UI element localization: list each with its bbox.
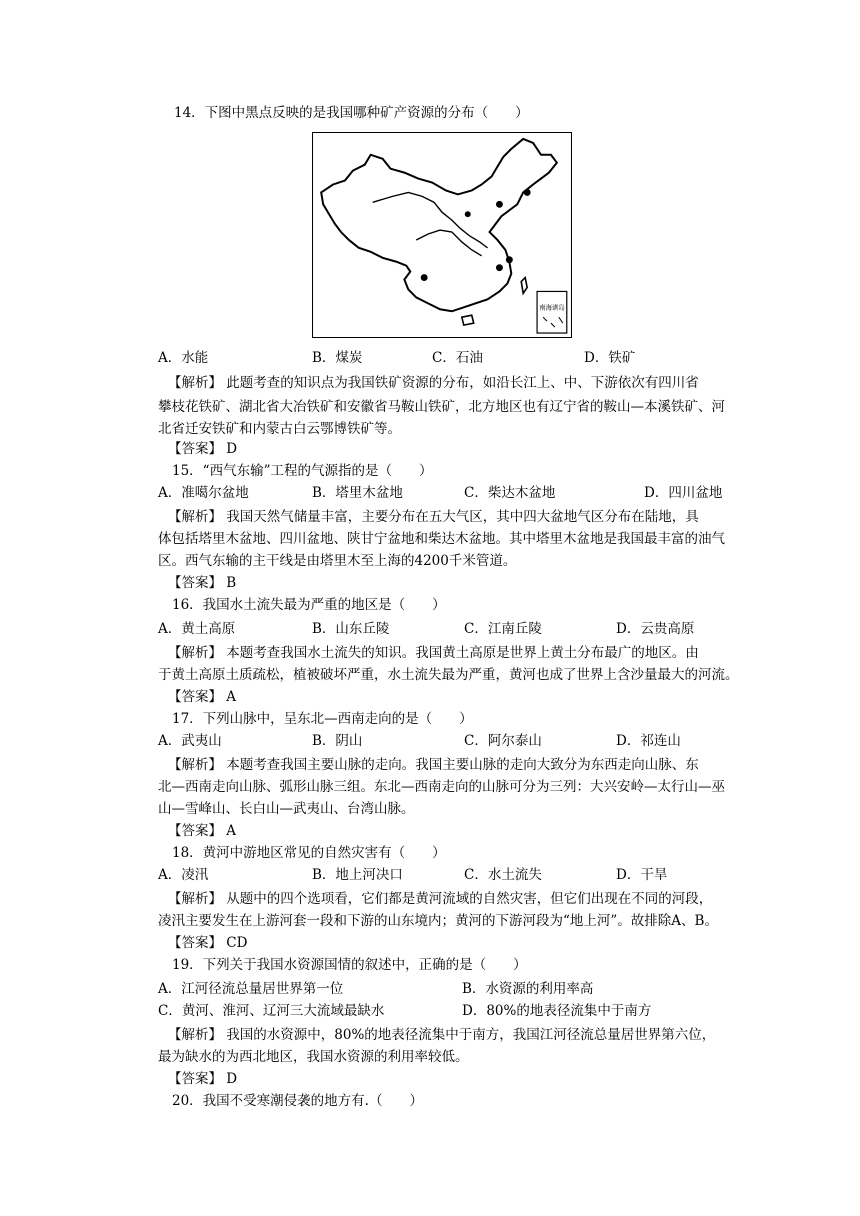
q19-option-d: D．80%的地表径流集中于南方 xyxy=(462,1003,652,1019)
q18-option-d: D．干旱 xyxy=(616,867,668,883)
question-17-stem: 17．下列山脉中，呈东北—西南走向的是（ ） xyxy=(172,711,473,727)
question-20-stem: 20．我国不受寒潮侵袭的地方有.（ ） xyxy=(172,1093,423,1109)
iron-ore-dot xyxy=(496,264,503,271)
q16-option-a: A．黄土高原 xyxy=(158,621,236,637)
q14-analysis-line: 【解析】 此题考查的知识点为我国铁矿资源的分布，如沿长江上、中、下游依次有四川省 xyxy=(168,375,699,391)
q18-option-b: B．地上河决口 xyxy=(312,867,403,883)
china-outline-map xyxy=(313,133,571,337)
hainan-island xyxy=(462,315,474,325)
q16-option-c: C．江南丘陵 xyxy=(464,621,542,637)
q18-option-a: A．凌汛 xyxy=(158,867,209,883)
q15-analysis-line: 区。西气东输的主干线是由塔里木至上海的4200千米管道。 xyxy=(158,553,517,569)
q16-option-d: D．云贵高原 xyxy=(616,621,695,637)
q16-analysis-line: 【解析】 本题考查我国水土流失的知识。我国黄土高原是世界上黄土分布最广的地区。由 xyxy=(168,645,699,661)
q14-option-d: D．铁矿 xyxy=(584,350,636,366)
question-14-stem: 14．下图中黑点反映的是我国哪种矿产资源的分布（ ） xyxy=(174,105,529,121)
q15-analysis-line: 【解析】 我国天然气储量丰富，主要分布在五大气区，其中四大盆地气区分布在陆地，具 xyxy=(168,509,699,525)
q17-analysis-line: 北—西南走向山脉、弧形山脉三组。东北—西南走向的山脉可分为三列：大兴安岭—太行山—巫 xyxy=(158,779,725,795)
q17-option-b: B．阴山 xyxy=(312,733,363,749)
q19-answer: 【答案】 D xyxy=(168,1071,238,1087)
iron-ore-dot xyxy=(524,189,531,196)
q15-analysis-line: 体包括塔里木盆地、四川盆地、陕甘宁盆地和柴达木盆地。其中塔里木盆地是我国最丰富的油气 xyxy=(158,531,725,547)
q16-option-b: B．山东丘陵 xyxy=(312,621,390,637)
china-mineral-map xyxy=(312,132,572,338)
q14-option-b: B．煤炭 xyxy=(312,350,363,366)
q19-option-c: C．黄河、淮河、辽河三大流域最缺水 xyxy=(158,1003,385,1019)
inner-boundary-1 xyxy=(373,192,488,247)
q15-option-b: B．塔里木盆地 xyxy=(312,485,403,501)
q18-analysis-line: 【解析】 从题中的四个选项看，它们都是黄河流域的自然灾害，但它们出现在不同的河段， xyxy=(168,891,713,907)
q14-analysis-line: 北省迁安铁矿和内蒙古白云鄂博铁矿等。 xyxy=(158,421,401,437)
q14-answer: 【答案】 D xyxy=(168,441,238,457)
question-15-stem: 15．“西气东输”工程的气源指的是（ ） xyxy=(172,463,433,479)
q15-option-a: A．准噶尔盆地 xyxy=(158,485,249,501)
q17-option-a: A．武夷山 xyxy=(158,733,222,749)
q19-analysis-line: 【解析】 我国的水资源中，80%的地表径流集中于南方，我国江河径流总量居世界第六位， xyxy=(168,1027,716,1043)
south-sea-inset-frame xyxy=(537,291,567,333)
inner-boundary-2 xyxy=(416,230,481,256)
q18-option-c: C．水土流失 xyxy=(464,867,542,883)
q18-analysis-line: 凌汛主要发生在上游河套一段和下游的山东境内；黄河的下游河段为“地上河”。故排除A、B。 xyxy=(158,913,718,929)
q15-option-c: C．柴达木盆地 xyxy=(464,485,556,501)
q17-answer: 【答案】 A xyxy=(168,823,237,839)
iron-ore-dot xyxy=(496,201,503,208)
q15-answer: 【答案】 B xyxy=(168,575,237,591)
q19-analysis-line: 最为缺水的为西北地区，我国水资源的利用率较低。 xyxy=(158,1049,469,1065)
q18-answer: 【答案】 CD xyxy=(168,935,248,951)
south-sea-inset-label: 南海诸岛 xyxy=(539,303,565,312)
q14-option-a: A．水能 xyxy=(158,350,209,366)
q16-answer: 【答案】 A xyxy=(168,689,237,705)
q15-option-d: D．四川盆地 xyxy=(644,485,723,501)
iron-ore-dot xyxy=(506,256,513,263)
q17-option-d: D．祁连山 xyxy=(616,733,681,749)
q16-analysis-line: 于黄土高原土质疏松，植被破坏严重，水土流失最为严重，黄河也成了世界上含沙量最大的河流。 xyxy=(158,667,739,683)
q19-option-a: A．江河径流总量居世界第一位 xyxy=(158,981,344,997)
q14-analysis-line: 攀枝花铁矿、湖北省大冶铁矿和安徽省马鞍山铁矿，北方地区也有辽宁省的鞍山—本溪铁矿、河 xyxy=(158,399,725,415)
taiwan-island xyxy=(521,278,527,294)
iron-ore-dot xyxy=(465,211,471,217)
iron-ore-dot xyxy=(421,274,428,281)
q14-option-c: C．石油 xyxy=(432,350,483,366)
q17-analysis-line: 【解析】 本题考查我国主要山脉的走向。我国主要山脉的走向大致分为东西走向山脉、东 xyxy=(168,757,699,773)
q19-option-b: B．水资源的利用率高 xyxy=(462,981,594,997)
question-19-stem: 19．下列关于我国水资源国情的叙述中，正确的是（ ） xyxy=(172,957,527,973)
question-16-stem: 16．我国水土流失最为严重的地区是（ ） xyxy=(172,597,446,613)
q17-option-c: C．阿尔泰山 xyxy=(464,733,542,749)
question-18-stem: 18．黄河中游地区常见的自然灾害有（ ） xyxy=(172,845,446,861)
q17-analysis-line: 山—雪峰山、长白山—武夷山、台湾山脉。 xyxy=(158,801,415,817)
